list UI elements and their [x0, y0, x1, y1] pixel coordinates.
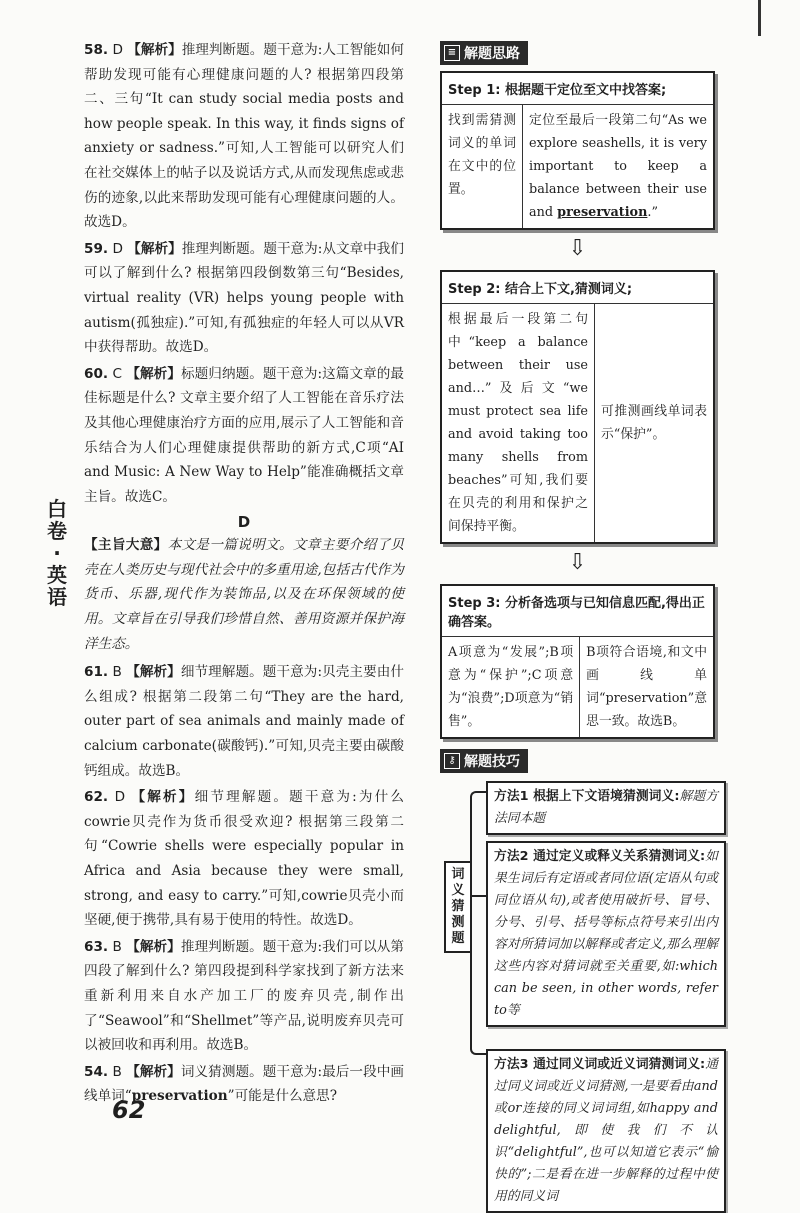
method-2-box: 方法2 通过定义或释义关系猜测词义:如果生词后有定语或者同位语(定语从句或同位语从句),或者使用破折号、冒号、分号、引号、括号等标点符号来引出内容对所猜词加以解释或者定义,那么理解这些内容对猜词就至关重要,如:which can be seen, in other words, refer to等 [486, 841, 726, 1027]
bracket-line [470, 791, 486, 1055]
solution-approach-header: ≡ 解题思路 [440, 41, 528, 65]
answers-column [84, 38, 404, 1111]
solution-tips-header: ⚷ 解题技巧 [440, 749, 528, 773]
step-3-box [440, 584, 715, 739]
step-1-right: 定位至最后一段第二句“As we explore seashells, it is very important to keep a balance between their use and preservation.” [522, 105, 713, 228]
method-1-box: 方法1 根据上下文语境猜测词义:解题方法同本题 [486, 781, 726, 835]
question-64: 54. B 【解析】词义猜测题。题干意为:最后一段中画线单词“preservation”可能是什么意思? [84, 1063, 404, 1105]
question-59: 59. D 【解析】推理判断题。题干意为:从文章中我们可以了解到什么? 根据第四段倒数第三句“Besides, virtual reality (VR) helps young people with autism(孤独症).”可知,有孤独症的年轻人可以从VR中获得帮助。故选D。 [84, 240, 404, 356]
tips-category-label: 词 义 猜 测 题 [444, 861, 472, 953]
step-3-left: A项意为“发展”;B项意为“保护”;C项意为“浪费”;D项意为“销售”。 [448, 645, 574, 729]
step-2-title: Step 2: 结合上下文,猜测词义; [442, 272, 713, 304]
step-2-right: 可推测画线单词表示“保护”。 [594, 304, 713, 542]
question-63: 63. B 【解析】推理判断题。题干意为:我们可以从第四段了解到什么? 第四段提到科学家找到了新方法来重新利用来自水产加工厂的废弃贝壳,制作出了“Seawool”和“Shellmet”等产品,说明废弃贝壳可以被回收和再利用。故选B。 [84, 938, 404, 1054]
document-icon: ≡ [444, 45, 460, 61]
step-1-title: Step 1: 根据题干定位至文中找答案; [442, 73, 713, 105]
step-1-box [440, 71, 715, 230]
step-2-box [440, 270, 715, 544]
question-60: 60. C 【解析】标题归纳题。题干意为:这篇文章的最佳标题是什么? 文章主要介绍了人工智能在音乐疗法及其他心理健康治疗方面的应用,展示了人工智能和音乐结合为人们心理健康提供帮助的新方式,C项“AI and Music: A New Way to Help”能准确概括文章主旨。故选C。 [84, 365, 404, 505]
section-title: D [237, 513, 251, 532]
step-2-left: 根据最后一段第二句中“keep a balance between their use and…”及后文“we must protect sea life and avoid taking too many shells from beaches”可知,我们要在贝壳的利用和保护之间保持平衡。 [448, 312, 588, 534]
page-number: 62 [112, 1096, 146, 1124]
question-58: 58. D 【解析】推理判断题。题干意为:人工智能如何帮助发现可能有心理健康问题的人? 根据第四段第二、三句“It can study social media posts and how people speak. In this way, it finds signs of anxiety or sadness.”可知,人工智能可以研究人们在社交媒体上的帖子以及说话方式,从而发现焦虑或悲伤的迹象,以此来帮助发现可能有心理健康问题的人。故选D。 [84, 42, 404, 231]
key-icon: ⚷ [444, 753, 460, 769]
solution-column [440, 40, 718, 1204]
question-61: 61. B 【解析】细节理解题。题干意为:贝壳主要由什么组成? 根据第二段第二句“They are the hard, outer part of sea animals and mainly made of calcium carbonate(碳酸钙).”可知,贝壳主要由碳酸钙组成。故选B。 [84, 664, 404, 779]
tips-section [440, 749, 718, 1204]
question-62: 62. D 【解析】细节理解题。题干意为:为什么cowrie贝壳作为货币很受欢迎? 根据第三段第二句“Cowrie shells were especially popular in Africa and Asia because they were small, strong, and easy to carry.”可知,cowrie贝壳小而坚硬,便于携带,具有易于使用的特性。故选D。 [84, 789, 404, 929]
step-1-left: 找到需猜测词义的单词在文中的位置。 [448, 113, 516, 197]
summary-paragraph: 【主旨大意】本文是一篇说明文。文章主要介绍了贝壳在人类历史与现代社会中的多重用途,包括古代作为货币、乐器,现代作为装饰品,以及在环保领域的使用。文章旨在引导我们珍惜自然、善用资源并保护海洋生态。 [84, 537, 405, 652]
step-3-title: Step 3: 分析备选项与已知信息匹配,得出正确答案。 [442, 586, 713, 637]
side-label: 白 卷 · 英 语 [47, 497, 67, 609]
page-edge-mark [758, 0, 761, 36]
method-3-box: 方法3 通过同义词或近义词猜测词义:通过同义词或近义词猜测,一是要看由and或or连接的同义词词组,如happy and delightful,即使我们不认识“delightful”,也可以知道它表示“愉快的”;二是看在进一步解释的过程中使用的同义词 [486, 1049, 726, 1213]
down-arrow-icon: ⇩ [568, 236, 587, 261]
down-arrow-icon: ⇩ [568, 550, 587, 575]
step-3-right: B项符合语境,和文中画线单词“preservation”意思一致。故选B。 [579, 637, 713, 737]
